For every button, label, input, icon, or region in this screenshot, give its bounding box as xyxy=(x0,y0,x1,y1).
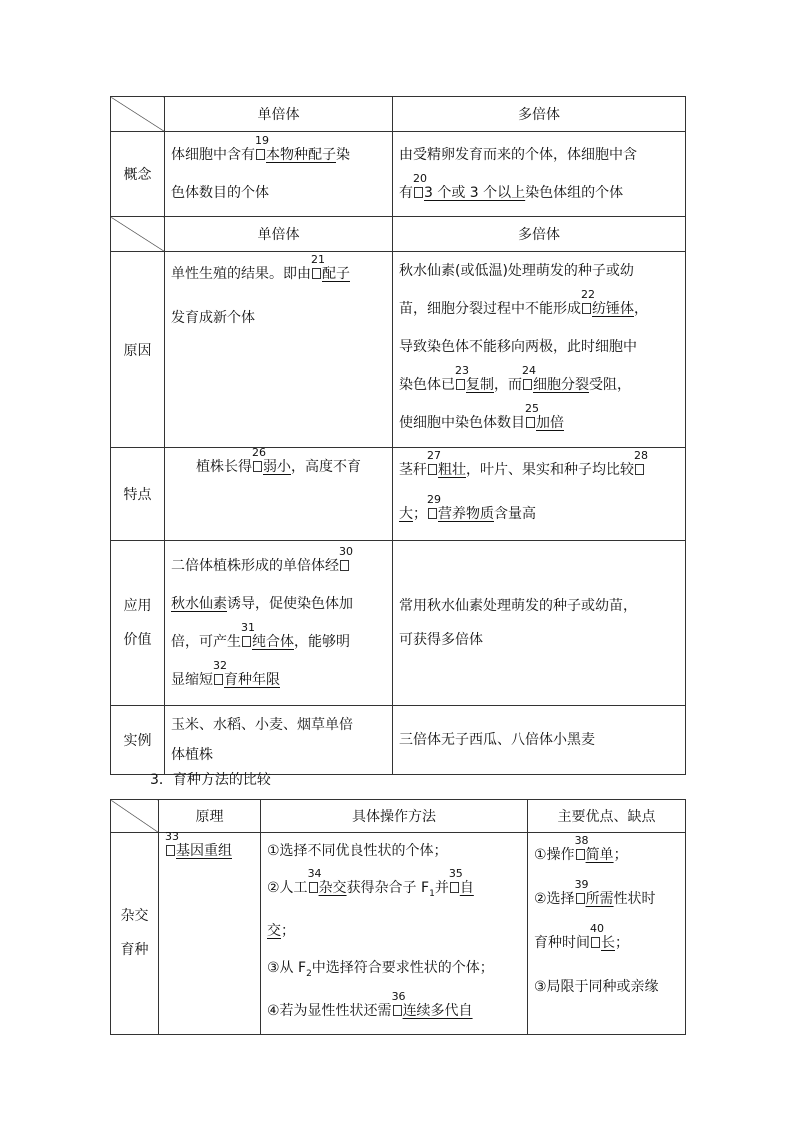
blank-box: 30 xyxy=(340,560,349,571)
hybrid-pros-cons: ①操作 38 简单； ②选择 39 所需性状时 育种时间 40 长； ③局限于同种或亲缘 xyxy=(528,833,686,1035)
blank-box: 35 xyxy=(450,882,459,893)
blank-box: 19 xyxy=(256,149,265,160)
row-label-example: 实例 xyxy=(111,706,165,775)
ploidy-comparison-table xyxy=(110,96,686,775)
concept-polyploid: 由受精卵发育而来的个体，体细胞中含 有 20 3 个或 3 个以上染色体组的个体 xyxy=(393,132,686,217)
col-header-polyploid: 多倍体 xyxy=(393,97,686,132)
row-label-application: 应用 价值 xyxy=(111,541,165,706)
section-title: 3．育种方法的比较 xyxy=(150,772,271,788)
blank-box: 23 xyxy=(456,379,465,390)
blank-box: 27 xyxy=(428,464,437,475)
blank-box: 31 xyxy=(242,636,251,647)
hybrid-principle: 33 基因重组 xyxy=(159,833,261,1035)
blank-box: 38 xyxy=(576,849,585,860)
col-header-polyploid: 多倍体 xyxy=(393,217,686,252)
application-polyploid: 常用秋水仙素处理萌发的种子或幼苗， 可获得多倍体 xyxy=(393,541,686,706)
blank-box: 32 xyxy=(214,674,223,685)
blank-box: 33 xyxy=(166,845,175,856)
blank-box: 40 xyxy=(591,937,600,948)
example-monoploid: 玉米、水稻、小麦、烟草单倍 体植株 xyxy=(165,706,393,775)
col-header-principle: 原理 xyxy=(159,800,261,833)
blank-box: 25 xyxy=(526,417,535,428)
col-header-monoploid: 单倍体 xyxy=(165,217,393,252)
row-label-hybrid-breeding: 杂交 育种 xyxy=(111,833,159,1035)
blank-box: 24 xyxy=(523,379,532,390)
diagonal-header-cell xyxy=(111,217,165,252)
blank-box: 36 xyxy=(393,1005,402,1016)
blank-box: 29 xyxy=(428,508,437,519)
col-header-monoploid: 单倍体 xyxy=(165,97,393,132)
example-polyploid: 三倍体无子西瓜、八倍体小黑麦 xyxy=(393,706,686,775)
blank-box: 22 xyxy=(582,303,591,314)
row-label-feature: 特点 xyxy=(111,448,165,541)
blank-box: 34 xyxy=(309,882,318,893)
row-label-concept: 概念 xyxy=(111,132,165,217)
hybrid-method: ①选择不同优良性状的个体； ②人工 34 杂交获得杂合子 $F_1$并 35 自 交； ③从 $F_2$中选择符合要求性状的个体； ④若为显性性状还需 36 连续多代自 xyxy=(261,833,528,1035)
blank-box: 20 xyxy=(414,187,423,198)
blank-box: 28 xyxy=(635,464,644,475)
blank-box: 26 xyxy=(253,461,262,472)
diagonal-header-cell xyxy=(111,97,165,132)
col-header-pros-cons: 主要优点、缺点 xyxy=(528,800,686,833)
col-header-method: 具体操作方法 xyxy=(261,800,528,833)
feature-polyploid: 茎秆 27 粗壮，叶片、果实和种子均比较 28 大； 29 营养物质含量高 xyxy=(393,448,686,541)
diagonal-header-cell xyxy=(111,800,159,833)
cause-monoploid: 单性生殖的结果。即由 21 配子 发育成新个体 xyxy=(165,252,393,448)
row-label-cause: 原因 xyxy=(111,252,165,448)
application-monoploid: 二倍体植株形成的单倍体经 30 秋水仙素诱导，促使染色体加 倍，可产生 31 纯合体，能够明 显缩短 32 育种年限 xyxy=(165,541,393,706)
concept-monoploid: 体细胞中含有 19 本物种配子染 色体数目的个体 xyxy=(165,132,393,217)
breeding-methods-table xyxy=(110,799,686,1035)
blank-box: 39 xyxy=(576,893,585,904)
feature-monoploid: 植株长得 26 弱小，高度不育 xyxy=(165,448,393,541)
cause-polyploid: 秋水仙素(或低温)处理萌发的种子或幼 苗，细胞分裂过程中不能形成 22 纺锤体， 导致染色体不能移向两极，此时细胞中 染色体已 23 复制，而 24 细胞分裂受阻， 使细胞中染色体数目 25 加倍 xyxy=(393,252,686,448)
blank-box: 21 xyxy=(312,268,321,279)
